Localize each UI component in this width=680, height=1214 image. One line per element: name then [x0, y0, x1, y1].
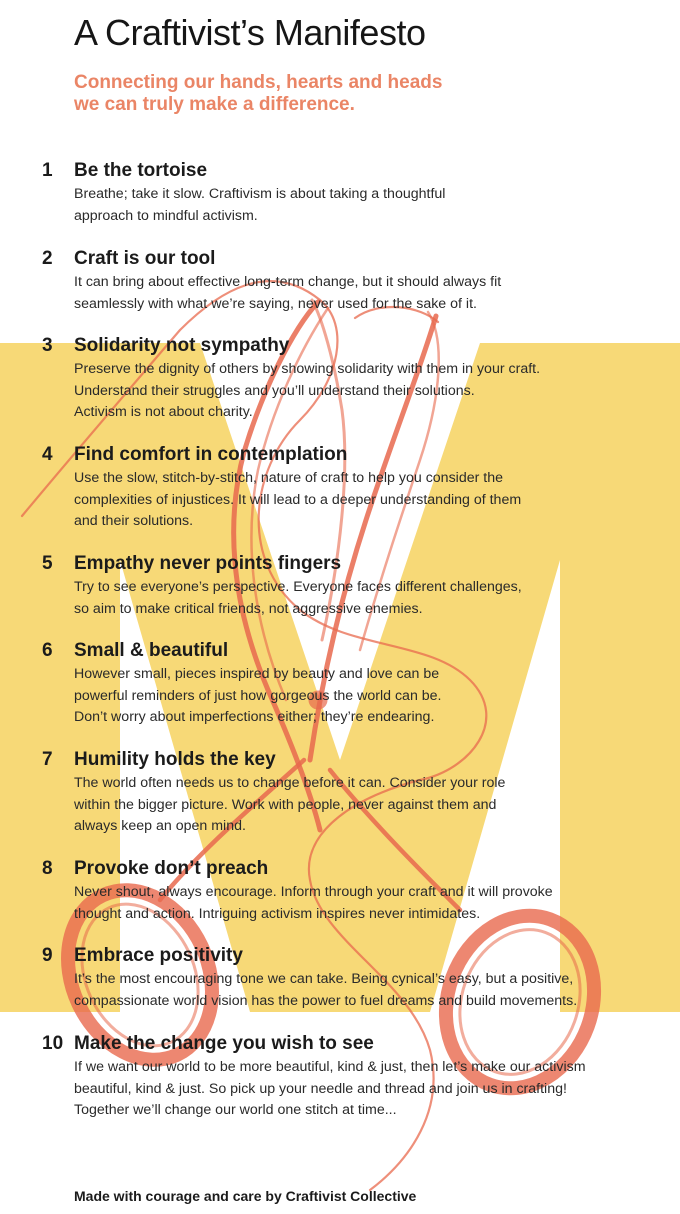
item-number: 8	[42, 858, 53, 879]
item-line: seamlessly with what we’re saying, never used for the sake of it.	[74, 295, 477, 312]
item-line: Together we’ll change our world one stitch at time...	[74, 1102, 397, 1119]
item-title: Be the tortoise	[74, 160, 208, 181]
item-number: 4	[42, 444, 53, 465]
subtitle-line: Connecting our hands, hearts and heads	[74, 72, 443, 93]
item-title: Solidarity not sympathy	[74, 335, 290, 356]
item-line: so aim to make critical friends, not aggressive enemies.	[74, 600, 423, 617]
item-line: approach to mindful activism.	[74, 207, 258, 224]
item-line: always keep an open mind.	[74, 818, 246, 835]
item-body	[74, 882, 553, 925]
page-title: A Craftivist’s Manifesto	[74, 12, 426, 53]
item-line: It can bring about effective long-term change, but it should always fit	[74, 274, 502, 290]
item-line: Preserve the dignity of others by showing solidarity with them in your craft.	[74, 361, 541, 377]
item-title: Small & beautiful	[74, 640, 229, 661]
item-number: 1	[42, 160, 53, 181]
item-title: Embrace positivity	[74, 945, 243, 966]
item-number: 5	[42, 553, 53, 574]
item-line: Never shout, always encourage. Inform through your craft and it will provoke	[74, 884, 553, 900]
item-line: complexities of injustices. It will lead to a deeper understanding of them	[74, 491, 522, 508]
item-line: Don’t worry about imperfections either; they’re endearing.	[74, 709, 435, 726]
item-number: 9	[42, 945, 53, 966]
item-body	[74, 1057, 586, 1122]
item-line: It’s the most encouraging tone we can take. Being cynical’s easy, but a positive,	[74, 971, 574, 987]
item-body	[74, 272, 501, 315]
item-line: powerful reminders of just how gorgeous the world can be.	[74, 687, 442, 704]
footer-credit: Made with courage and care by Craftivist Collective	[74, 1188, 417, 1204]
item-number: 2	[42, 248, 53, 269]
item-number: 10	[42, 1033, 64, 1054]
item-title: Humility holds the key	[74, 749, 276, 770]
item-line: However small, pieces inspired by beauty and love can be	[74, 666, 440, 682]
item-title: Craft is our tool	[74, 248, 216, 269]
item-line: Understand their struggles and you’ll understand their solutions.	[74, 382, 475, 399]
item-line: Try to see everyone’s perspective. Everyone faces different challenges,	[74, 579, 522, 595]
item-line: Use the slow, stitch-by-stitch, nature of craft to help you consider the	[74, 470, 503, 486]
item-body	[74, 664, 442, 729]
item-number: 3	[42, 335, 53, 356]
item-body	[74, 184, 445, 227]
item-body	[74, 969, 577, 1012]
item-line: The world often needs us to change before it can. Consider your role	[74, 775, 506, 791]
item-line: beautiful, kind & just. So pick up your needle and thread and join us in crafting!	[74, 1080, 567, 1097]
subtitle	[74, 72, 594, 116]
item-body	[74, 359, 540, 424]
item-title: Provoke don’t preach	[74, 858, 269, 879]
item-title: Find comfort in contemplation	[74, 444, 348, 465]
subtitle-line: we can truly make a difference.	[74, 94, 355, 115]
item-line: within the bigger picture. Work with people, never against them and	[74, 796, 497, 813]
item-line: Activism is not about charity.	[74, 404, 253, 421]
item-body	[74, 773, 505, 838]
item-body	[74, 468, 521, 533]
item-line: Breathe; take it slow. Craftivism is about taking a thoughtful	[74, 186, 446, 202]
item-line: and their solutions.	[74, 513, 194, 530]
item-title: Empathy never points fingers	[74, 553, 342, 574]
item-title: Make the change you wish to see	[74, 1033, 374, 1054]
item-number: 7	[42, 749, 53, 770]
item-line: compassionate world vision has the power to fuel dreams and build movements.	[74, 992, 578, 1009]
item-number: 6	[42, 640, 53, 661]
item-body	[74, 577, 522, 620]
item-line: thought and action. Intriguing activism inspires never intimidates.	[74, 905, 481, 922]
item-line: If we want our world to be more beautiful, kind & just, then let’s make our activism	[74, 1059, 586, 1075]
